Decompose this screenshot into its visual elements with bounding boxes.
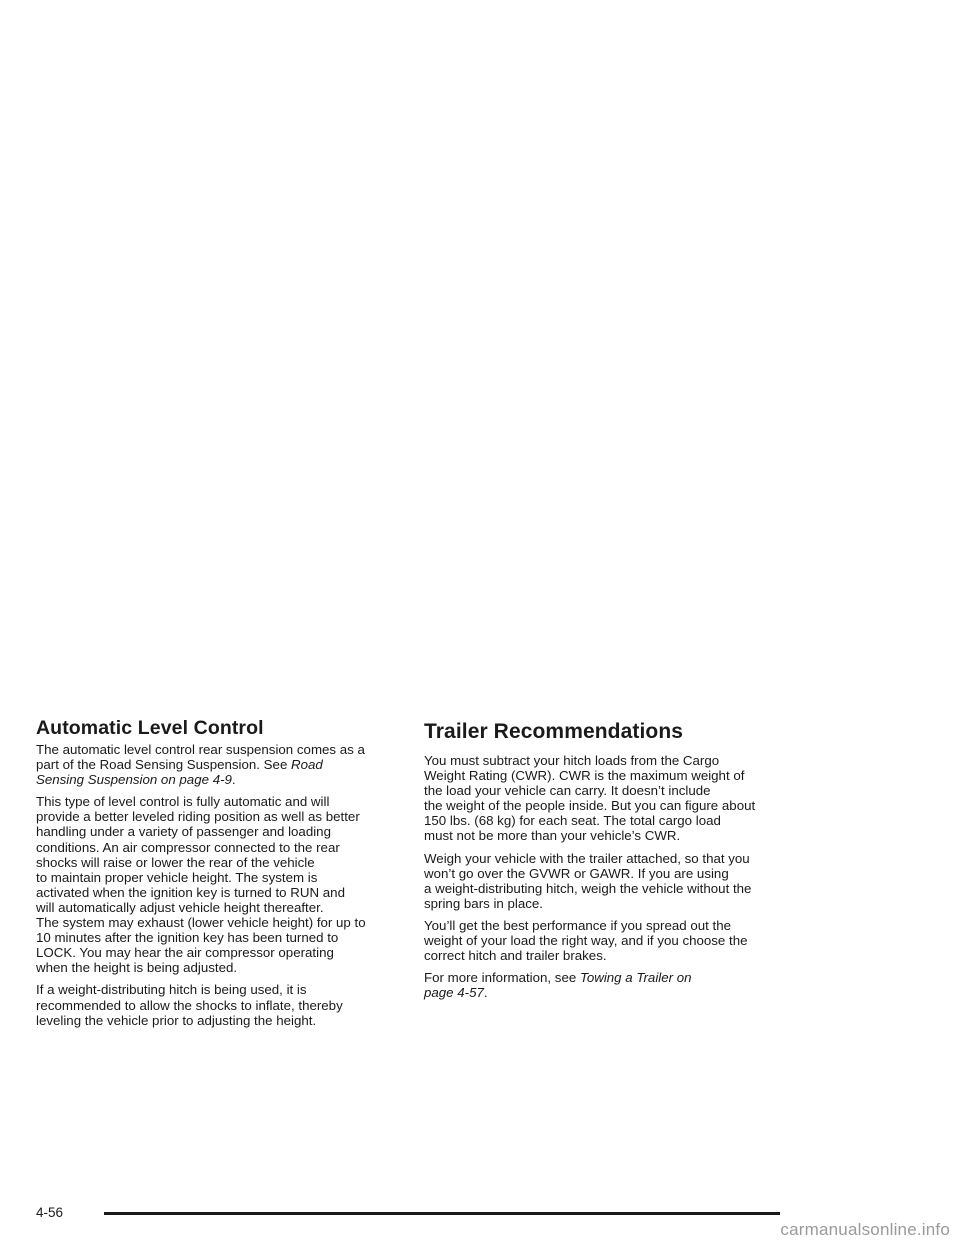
cross-reference-road-sensing[interactable]: Road xyxy=(291,757,323,773)
right-column xyxy=(424,719,786,1007)
section-title-automatic-level-control: Automatic Level Control xyxy=(36,717,264,739)
paragraph-weight-distributing-hitch: If a weight-distributing hitch is being used, it is recommended to allow the shocks to inflate, thereby leveling the vehicle prior to adjusting the height. xyxy=(36,982,343,1028)
cross-reference-road-sensing-cont[interactable]: Sensing Suspension on page 4-9 xyxy=(36,772,232,788)
left-column xyxy=(36,716,398,1035)
cross-reference-towing-a-trailer-cont[interactable]: page 4-57 xyxy=(424,985,484,1001)
paragraph-level-control-intro: The automatic level control rear suspension comes as a part of the Road Sensing Suspension. See Road Sensing Suspension on page 4-9. xyxy=(36,742,365,788)
paragraph-more-information: For more information, see Towing a Trailer on page 4-57. xyxy=(424,970,692,1001)
paragraph-weigh-vehicle: Weigh your vehicle with the trailer attached, so that you won’t go over the GVWR or GAWR. If you are using a weight-distributing hitch, weigh the vehicle without the spring bars in place. xyxy=(424,850,752,911)
cross-reference-towing-a-trailer[interactable]: Towing a Trailer on xyxy=(579,970,692,986)
footer-rule xyxy=(104,1212,780,1215)
section-title-trailer-recommendations: Trailer Recommendations xyxy=(424,720,684,743)
watermark: carmanualsonline.info xyxy=(780,1220,950,1239)
paragraph-hitch-loads: You must subtract your hitch loads from the Cargo Weight Rating (CWR). CWR is the maximum weight of the load your vehicle can carry. It doesn’t include the weight of the people inside. But you can figure about 150 lbs. (68 kg) for each seat. The total cargo load must not be more than your vehicle’s CWR. xyxy=(424,753,756,844)
paragraph-level-control-details: This type of level control is fully automatic and will provide a better leveled riding position as well as better handling under a variety of passenger and loading conditions. An air compressor connected to the rear shocks will raise or lower the rear of the vehicle to maintain proper vehicle height. The system is activated when the ignition key is turned to RUN and will automatically adjust vehicle height thereafter. The system may exhaust (lower vehicle height) for up to 10 minutes after the ignition key has been turned to LOCK. You may hear the air compressor operating when the height is being adjusted. xyxy=(36,794,366,976)
paragraph-best-performance: You’ll get the best performance if you spread out the weight of your load the right way, and if you choose the correct hitch and trailer brakes. xyxy=(424,917,748,964)
page-number: 4-56 xyxy=(36,1205,64,1220)
